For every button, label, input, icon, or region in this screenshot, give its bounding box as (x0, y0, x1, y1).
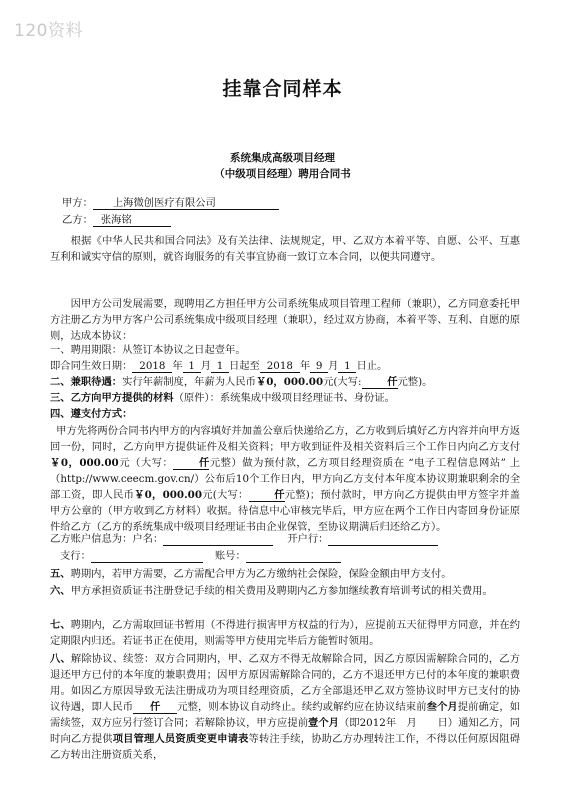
s4-title: 遵支付方式： (70, 408, 133, 420)
until-text: 日止。 (356, 360, 388, 372)
end-year: 2018 (260, 360, 300, 373)
section-2-after: 元(大写: (323, 376, 362, 388)
s4-amount: ￥0，000.00 (50, 457, 119, 469)
s4-body-5: 元整)；预付款时，甲方向乙方提供由甲方签字并盖甲方公章的（甲方收到乙方材料）收据。待信息中心审核完毕后，甲方应在两个工作日内寄回身份证原件给乙方（乙方的系统集成中级项目经理证书由企业保管，至协议期满后归还给乙方）。 (50, 489, 520, 533)
s4-capital: 仟 (173, 457, 209, 470)
month-text: 月 (200, 360, 211, 372)
s8-text-4: （即2012年 月 日）通知乙方，同时向乙方提供 (50, 717, 520, 745)
section-3 (50, 391, 395, 406)
section-7 (50, 617, 520, 649)
s4-body-2: 元（大写： (118, 457, 174, 469)
bank-blank (328, 533, 438, 546)
salary-capital: 仟 (362, 376, 398, 389)
section-2-text: 实行年薪制度，年薪为人民币 (122, 376, 256, 388)
start-month: 1 (183, 360, 201, 373)
account-number-label: 账号： (214, 550, 246, 562)
s8-text-3: 提前确定，如需续签，双方应另行签订合同；若解除协议，甲方应提前 (50, 701, 521, 729)
bank-label: 开户行： (287, 533, 329, 545)
year-text: 年 (172, 360, 183, 372)
section-4-body (50, 423, 520, 535)
s8-capital: 仟 (133, 701, 177, 714)
intro-paragraph: 因甲方公司发展需要，现聘用乙方担任甲方公司系统集成项目管理工程师（兼职），乙方同意委托甲方注册乙方为甲方客户公司系统集成中级项目经理（兼职），经过双方协商，本着平等、互利、自愿的原则，达成本协议： (50, 298, 520, 342)
account-name-blank (163, 533, 273, 546)
section-2-end: 元整)。 (397, 376, 433, 388)
party-b-line (62, 213, 171, 228)
start-year: 2018 (132, 360, 172, 373)
party-a-name: 上海微创医疗有限公司 (93, 197, 279, 210)
s7-text: 聘期内，乙方需取回证书暂用（不得进行损害甲方权益的行为），应提前五天征得甲方同意，并在约定期限内归还。若证书正在使用，则需等甲方使用完毕后方能暂时领用。 (50, 619, 521, 647)
s8-bold-3: 项目管理人员资质变更申请表 (112, 733, 249, 745)
s8-bold-1: 叁个月 (426, 701, 458, 713)
s5-text: 聘期内，若甲方需要，乙方需配合甲方为乙方缴纳社会保险，保险金额由甲方支付。 (70, 568, 452, 580)
month-text-2: 月 (328, 360, 339, 372)
branch-label: 支行： (60, 550, 91, 562)
section-4-head (50, 407, 132, 422)
document-subtitle: 系统集成高级项目经理 (230, 152, 335, 164)
start-day: 1 (211, 360, 229, 373)
account-name-label: 乙方账户信息为：户名： (50, 533, 164, 545)
party-b-label: 乙方： (62, 214, 93, 226)
salary-amount: ￥0，000.00 (255, 376, 324, 388)
end-day: 1 (338, 360, 356, 373)
end-month: 9 (310, 360, 328, 373)
account-line-2 (60, 549, 341, 564)
branch-blank (91, 550, 203, 563)
s8-text: 解除协议、续签：双方合同期内，甲、乙双方不得无故解除合同，因乙方原因需解除合同的，乙方退还甲方已付的本年度的兼职费用；因甲方原因需解除合同的，乙方不退还甲方已付的本年度的兼职费用。如因乙方原因导致无法注册成功为项目经理资质，乙方全部退还甲乙双方签协议时甲方已支付的协议待遇，即人民币 (50, 653, 521, 713)
section-3-head: 三、乙方向甲方提供的材料 (50, 392, 174, 404)
s8-head: 八、 (50, 653, 71, 665)
s4-body-1: 甲方先将两份合同书内甲方的内容填好并加盖公章后快递给乙方，乙方收到后填好乙方内容并向甲方返回一份，同时，乙方向甲方提供证件及相关资料；甲方收到证件及相关资料后三个工作日内向乙方支付 (50, 425, 520, 453)
document-subtitle-2: （中级项目经理）聘用合同书 (214, 168, 351, 180)
watermark: 120资料 (14, 21, 83, 41)
s8-text-5: 等转注手续，协助乙方办理转注工作，不得以任何原因阻碍乙方转出注册资质关系， (50, 733, 521, 761)
year-text-2: 年 (299, 360, 311, 372)
effective-dates (50, 359, 387, 374)
section-1: 一、聘用期限：从签订本协议之日起壹年。 (50, 344, 246, 356)
s6-text: 甲方承担资质证书注册登记手续的相关费用及聘期内乙方参加继续教育培训考试的相关费用。 (70, 585, 493, 597)
s4-amount-2: ￥0，000.00 (134, 489, 202, 501)
s4-capital-2: 仟 (249, 489, 285, 502)
party-a-line (62, 196, 279, 211)
from-text: 日起至 (228, 360, 260, 372)
party-a-label: 甲方： (62, 197, 93, 209)
section-3-text: （原件）：系统集成中级项目经理证书、身份证。 (173, 392, 395, 404)
s8-bold-2: 壹个月 (308, 717, 339, 729)
s4-body-3: 元整）做为预付款，乙方项目经理资质在 “电子工程信息网站” 上（http://www.ceecm.gov.cn/）公布后10个工作日内，甲方向乙方支付本年度本协议期兼职剩余的全部工资，即人民币 (50, 457, 521, 501)
section-6 (50, 583, 520, 599)
s4-num: 四、 (50, 408, 71, 420)
s6-head: 六、 (50, 585, 71, 597)
effective-label: 即合同生效日期： (50, 360, 133, 372)
s8-text-2: 元整，则本协议自动终止。续约或解约应在协议结束前 (177, 701, 427, 713)
section-2-head: 二、兼职待遇： (50, 376, 123, 388)
account-line-1 (50, 532, 438, 547)
s7-head: 七、 (50, 619, 71, 631)
account-number-blank (246, 550, 341, 563)
s4-body-4: 元(大写： (202, 489, 249, 501)
section-5 (50, 566, 520, 582)
preamble: 根据《中华人民共和国合同法》及有关法律、法规规定，甲、乙双方本着平等、自愿、公平、互惠互利和诚实守信的原则，就咨询服务的有关事宜协商一致订立本合同，以便共同遵守。 (50, 235, 520, 263)
section-8 (50, 651, 520, 763)
document-title: 挂靠合同样本 (222, 78, 343, 100)
s5-head: 五、 (50, 568, 71, 580)
section-2 (50, 375, 432, 390)
party-b-name: 张海铭 (93, 214, 171, 227)
